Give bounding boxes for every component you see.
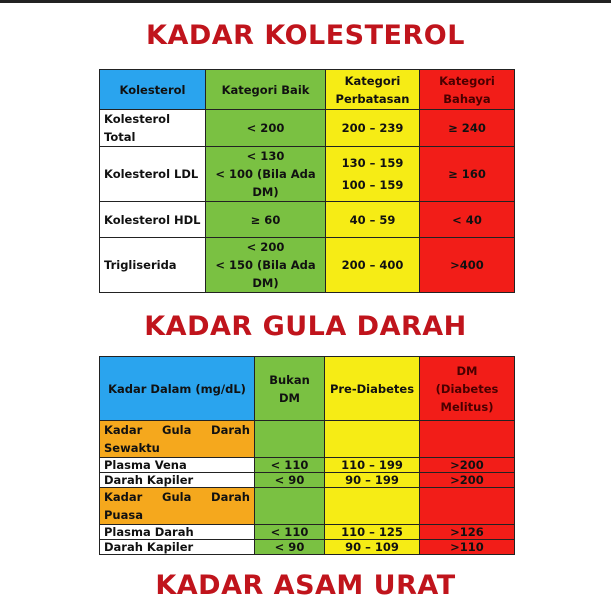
value-bahaya: ≥ 160 <box>420 147 515 202</box>
value-pre-diabetes: 110 – 199 <box>325 458 420 473</box>
group-header-row <box>100 488 515 525</box>
col-header-kolesterol: Kolesterol <box>100 70 206 110</box>
row-label: Darah Kapiler <box>100 473 255 488</box>
title-asam-urat: KADAR ASAM URAT <box>155 570 456 601</box>
table-row <box>100 525 515 540</box>
table-row <box>100 202 515 238</box>
value-pre-diabetes: 110 – 125 <box>325 525 420 540</box>
col-header-pre-diabetes: Pre-Diabetes <box>325 357 420 421</box>
empty-cell <box>255 421 325 458</box>
value-bukan-dm: < 110 <box>255 525 325 540</box>
value-dm: >110 <box>420 540 515 555</box>
value-pre-diabetes: 90 – 109 <box>325 540 420 555</box>
col-header-kategori-bahaya: Kategori Bahaya <box>420 70 515 110</box>
value-baik: < 200 < 150 (Bila Ada DM) <box>206 238 326 293</box>
value-dm: >200 <box>420 458 515 473</box>
row-label: Darah Kapiler <box>100 540 255 555</box>
value-bukan-dm: < 110 <box>255 458 325 473</box>
value-baik: ≥ 60 <box>206 202 326 238</box>
table-row <box>100 110 515 147</box>
value-baik: < 200 <box>206 110 326 147</box>
value-bukan-dm: < 90 <box>255 473 325 488</box>
table-row <box>100 147 515 202</box>
value-perbatasan: 130 – 159 100 – 159 <box>326 147 420 202</box>
value-pre-diabetes: 90 – 199 <box>325 473 420 488</box>
col-header-dm: DM (Diabetes Melitus) <box>420 357 515 421</box>
cholesterol-header-row <box>100 70 515 110</box>
value-perbatasan: 200 – 239 <box>326 110 420 147</box>
group-header-row <box>100 421 515 458</box>
value-dm: >200 <box>420 473 515 488</box>
value-bahaya: ≥ 240 <box>420 110 515 147</box>
empty-cell <box>420 421 515 458</box>
col-header-kadar-dalam: Kadar Dalam (mg/dL) <box>100 357 255 421</box>
title-gula-darah: KADAR GULA DARAH <box>144 311 467 342</box>
value-bahaya: >400 <box>420 238 515 293</box>
glucose-header-row <box>100 357 515 421</box>
table-row <box>100 238 515 293</box>
row-label: Trigliserida <box>100 238 206 293</box>
table-row <box>100 458 515 473</box>
row-label: Plasma Vena <box>100 458 255 473</box>
row-label: Kolesterol LDL <box>100 147 206 202</box>
value-dm: >126 <box>420 525 515 540</box>
empty-cell <box>325 488 420 525</box>
glucose-table <box>99 356 515 555</box>
group-label-puasa: Kadar Gula Darah Puasa <box>100 488 255 525</box>
value-bukan-dm: < 90 <box>255 540 325 555</box>
value-baik: < 130 < 100 (Bila Ada DM) <box>206 147 326 202</box>
cholesterol-table <box>99 69 515 293</box>
empty-cell <box>420 488 515 525</box>
table-row <box>100 540 515 555</box>
group-label-sewaktu: Kadar Gula Darah Sewaktu <box>100 421 255 458</box>
value-perbatasan: 40 – 59 <box>326 202 420 238</box>
empty-cell <box>325 421 420 458</box>
col-header-kategori-perbatasan: Kategori Perbatasan <box>326 70 420 110</box>
empty-cell <box>255 488 325 525</box>
row-label: Plasma Darah <box>100 525 255 540</box>
top-border-line <box>0 0 611 3</box>
row-label: Kolesterol HDL <box>100 202 206 238</box>
row-label: Kolesterol Total <box>100 110 206 147</box>
value-bahaya: < 40 <box>420 202 515 238</box>
col-header-kategori-baik: Kategori Baik <box>206 70 326 110</box>
value-perbatasan: 200 – 400 <box>326 238 420 293</box>
title-kolesterol: KADAR KOLESTEROL <box>146 20 465 51</box>
table-row <box>100 473 515 488</box>
col-header-bukan-dm: Bukan DM <box>255 357 325 421</box>
